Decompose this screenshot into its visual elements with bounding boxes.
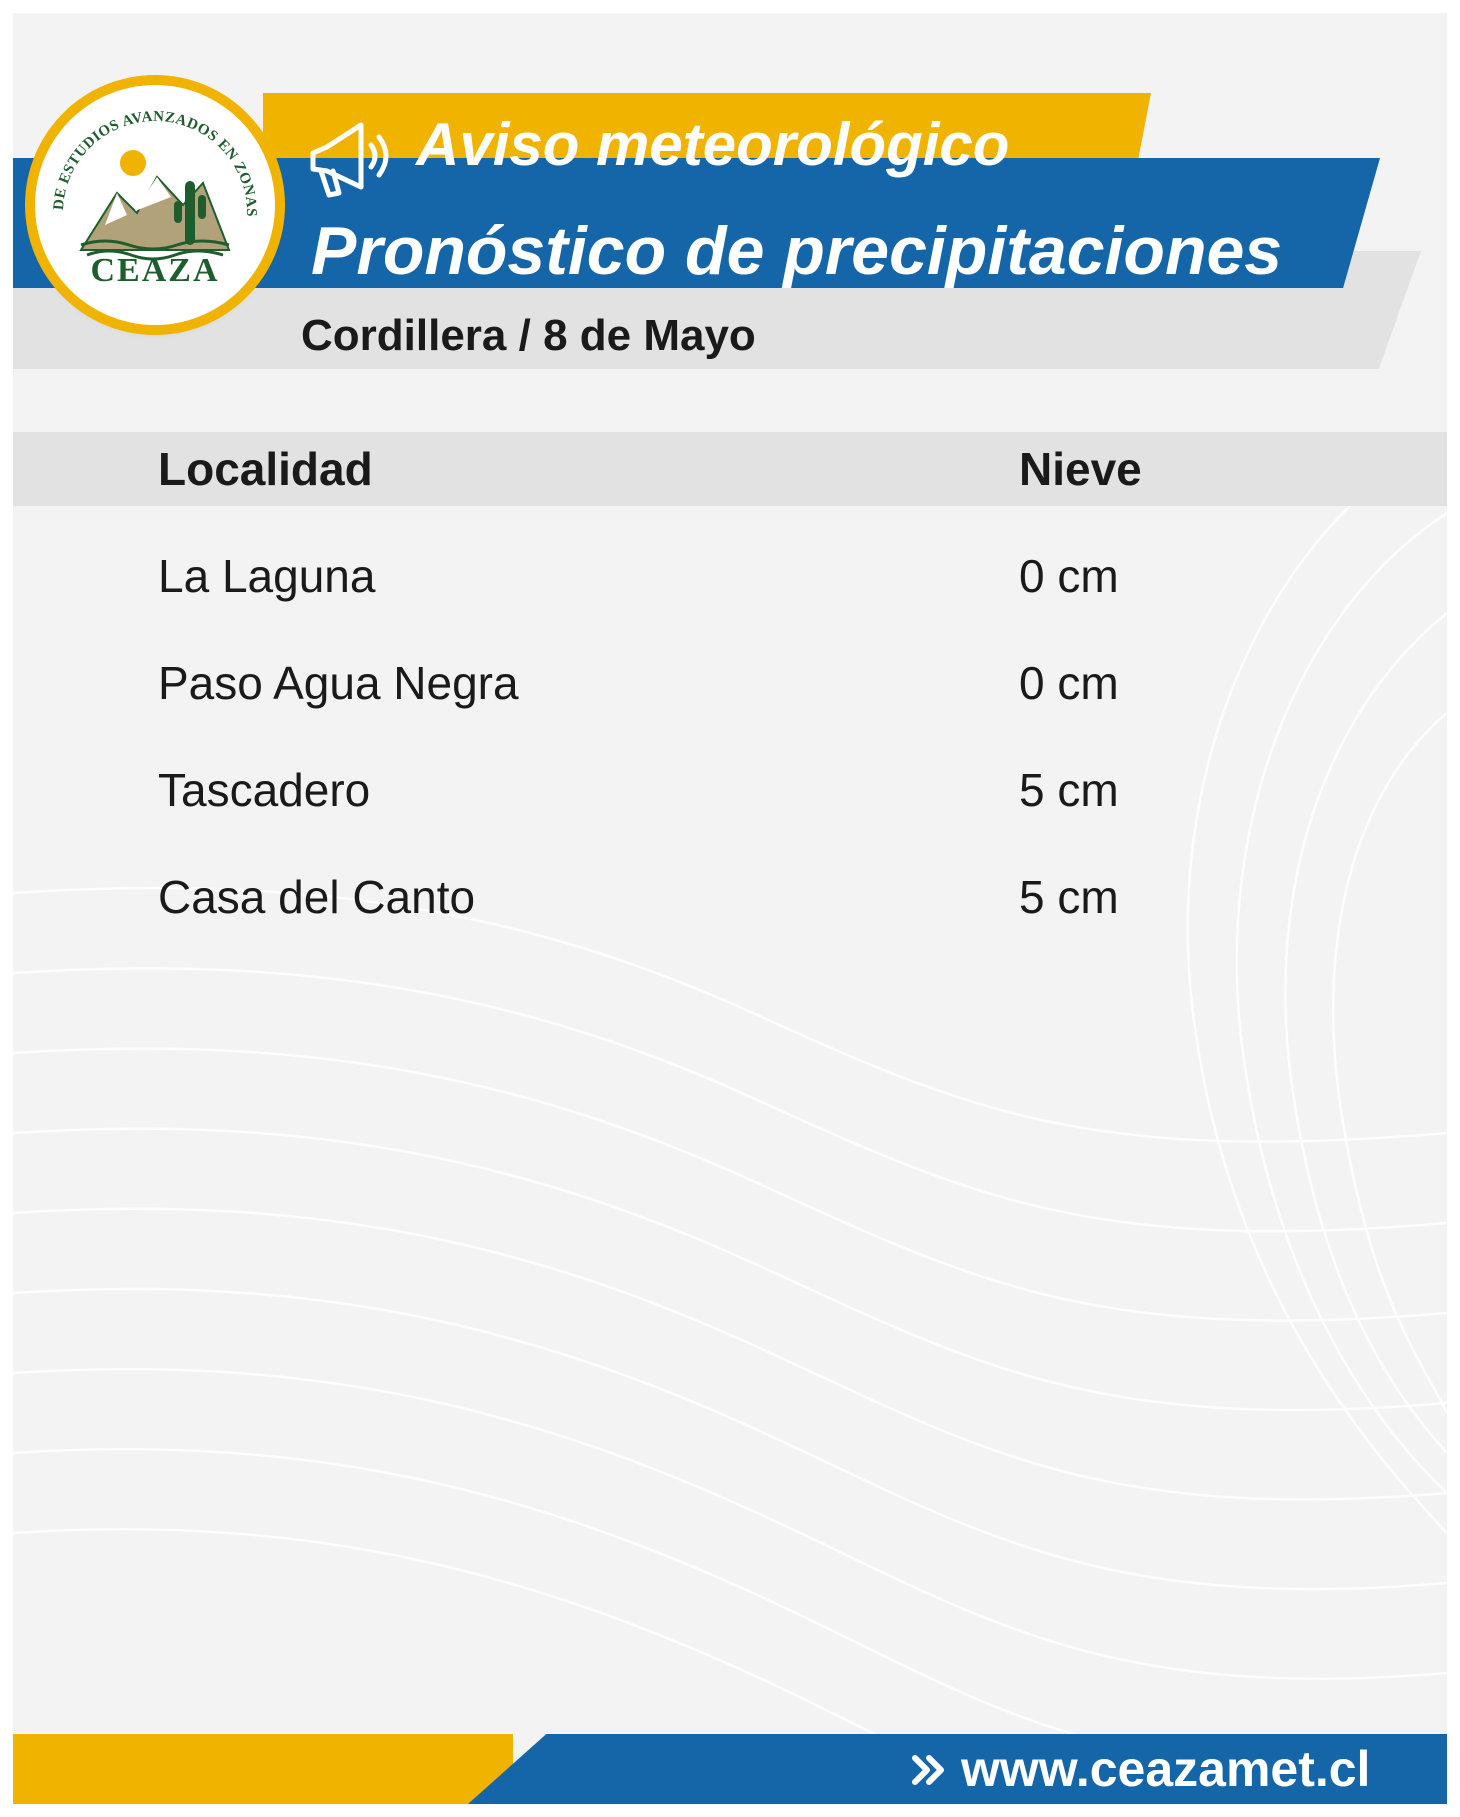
double-chevron-right-icon bbox=[909, 1750, 949, 1790]
kicker-title: Aviso meteorológico bbox=[416, 111, 1010, 178]
row-2-locality: Paso Agua Negra bbox=[158, 657, 519, 709]
column-header-snow: Nieve bbox=[1019, 443, 1142, 495]
ceaza-logo bbox=[35, 85, 275, 325]
page-subtitle: Cordillera / 8 de Mayo bbox=[301, 311, 756, 360]
row-2-snow: 0 cm bbox=[1019, 657, 1119, 709]
website-link[interactable]: www.ceazamet.cl bbox=[961, 1741, 1371, 1797]
row-1-snow: 0 cm bbox=[1019, 550, 1119, 602]
footer-bar-yellow bbox=[13, 1734, 513, 1804]
megaphone-icon bbox=[303, 111, 399, 203]
row-4-snow: 5 cm bbox=[1019, 871, 1119, 923]
logo-ring-text: DE ESTUDIOS AVANZADOS EN ZONAS bbox=[50, 108, 260, 217]
page-title: Pronóstico de precipitaciones bbox=[311, 213, 1283, 289]
row-3-locality: Tascadero bbox=[158, 764, 371, 816]
forecast-card bbox=[13, 13, 1447, 1804]
column-header-locality: Localidad bbox=[158, 443, 373, 495]
row-1-locality: La Laguna bbox=[158, 550, 376, 602]
logo-wordmark: CEAZA bbox=[90, 252, 220, 289]
row-3-snow: 5 cm bbox=[1019, 764, 1119, 816]
row-4-locality: Casa del Canto bbox=[158, 871, 476, 923]
